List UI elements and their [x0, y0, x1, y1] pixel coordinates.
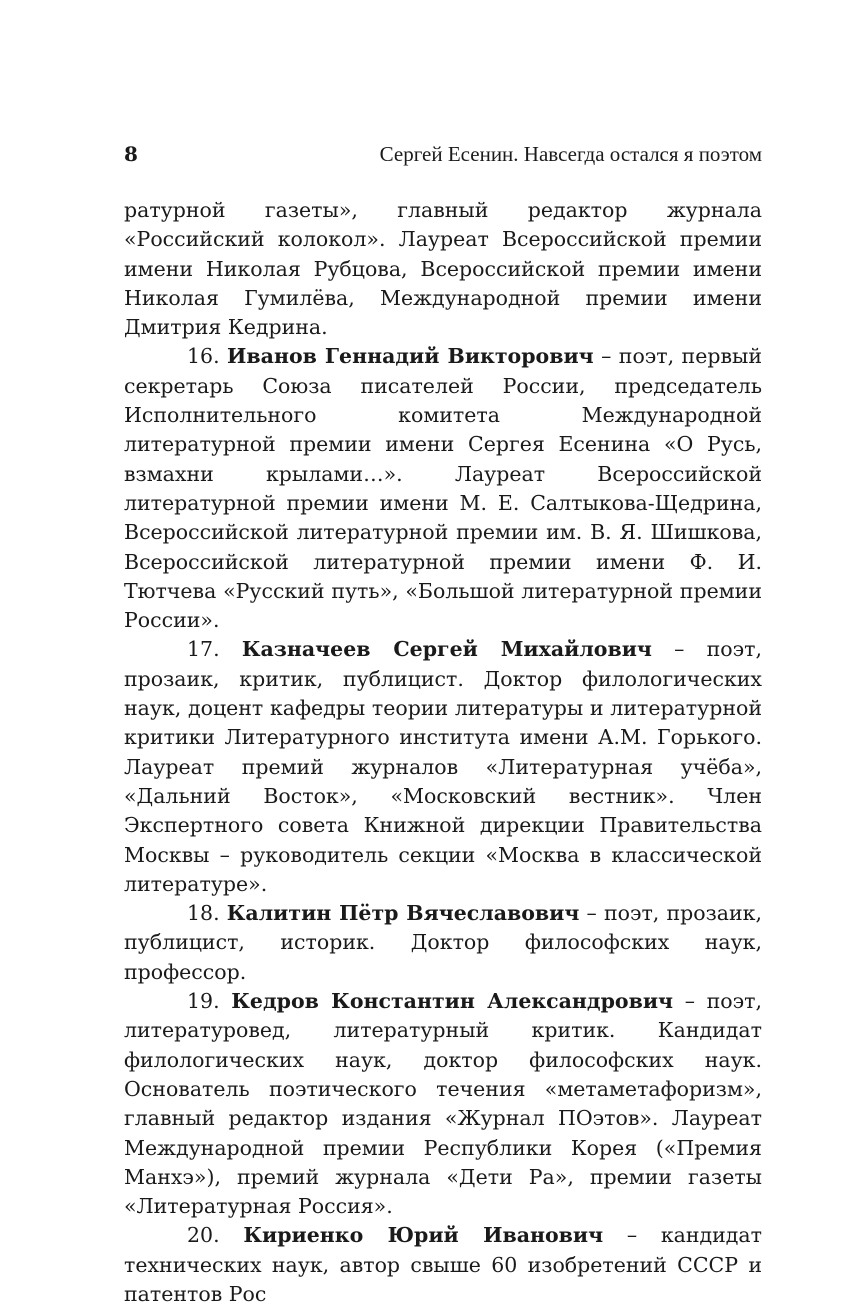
entry-text: – поэт, первый секретарь Союза писателей России, председатель Исполнительного комитета Международной литературной премии имени Сергея Есенина «О Русь, взмахни крылами…». Лауреат Всероссийской литературной премии имени М. Е. Салтыкова-Щедрина, Всероссийской литературной премии им. В. Я. Шишкова, Всероссийской литературной премии имени Ф. И. Тютчева «Русский путь», «Большой литературной премии России». — [124, 344, 762, 633]
book-page — [124, 138, 762, 1309]
entry-number: 17. — [187, 637, 220, 662]
entry-name: Калитин Пётр Вячеславович — [226, 901, 580, 926]
entry-name: Казначеев Сергей Михайлович — [241, 637, 652, 662]
entry-18 — [124, 899, 762, 987]
entry-16 — [124, 342, 762, 635]
entry-number: 16. — [187, 344, 220, 369]
entry-name: Кедров Константин Александрович — [231, 989, 674, 1014]
entry-text: – кандидат технических наук, автор свыше 60 изобретений СССР и патентов Рос — [124, 1223, 762, 1306]
entry-text: – поэт, прозаик, публицист, историк. Доктор философских наук, профессор. — [124, 901, 762, 984]
entry-name: Кириенко Юрий Иванович — [243, 1223, 604, 1248]
entry-text: – поэт, прозаик, критик, публицист. Доктор филологических наук, доцент кафедры теории литературы и литературной критики Литературного института имени А.М. Горького. Лауреат премий журналов «Литературная учёба», «Дальний Восток», «Московский вестник». Член Экспертного совета Книжной дирекции Правительства Москвы – руководитель секции «Москва в классической литературе». — [124, 637, 762, 896]
entry-number: 18. — [187, 901, 220, 926]
body-text — [124, 196, 762, 1309]
running-head — [124, 138, 762, 170]
entry-17 — [124, 635, 762, 899]
entry-20 — [124, 1221, 762, 1309]
entry-name: Иванов Геннадий Викторович — [227, 344, 594, 369]
entry-number: 19. — [187, 989, 220, 1014]
entry-19 — [124, 987, 762, 1221]
page-number: 8 — [124, 142, 138, 166]
entry-text: – поэт, литературовед, литературный критик. Кандидат филологических наук, доктор философских наук. Основатель поэтического течения «метаметафоризм», главный редактор издания «Журнал ПОэтов». Лауреат Международной премии Республики Корея («Премия Манхэ»), премий журнала «Дети Ра», премии газеты «Литературная Россия». — [124, 989, 762, 1219]
running-title: Сергей Есенин. Навсегда остался я поэтом — [379, 142, 762, 166]
entry-number: 20. — [187, 1223, 220, 1248]
continuation-paragraph: ратурной газеты», главный редактор журнала «Российский колокол». Лауреат Всероссийской премии имени Николая Рубцова, Всероссийской премии имени Николая Гумилёва, Международной премии имени Дмитрия Кедрина. — [124, 198, 762, 340]
